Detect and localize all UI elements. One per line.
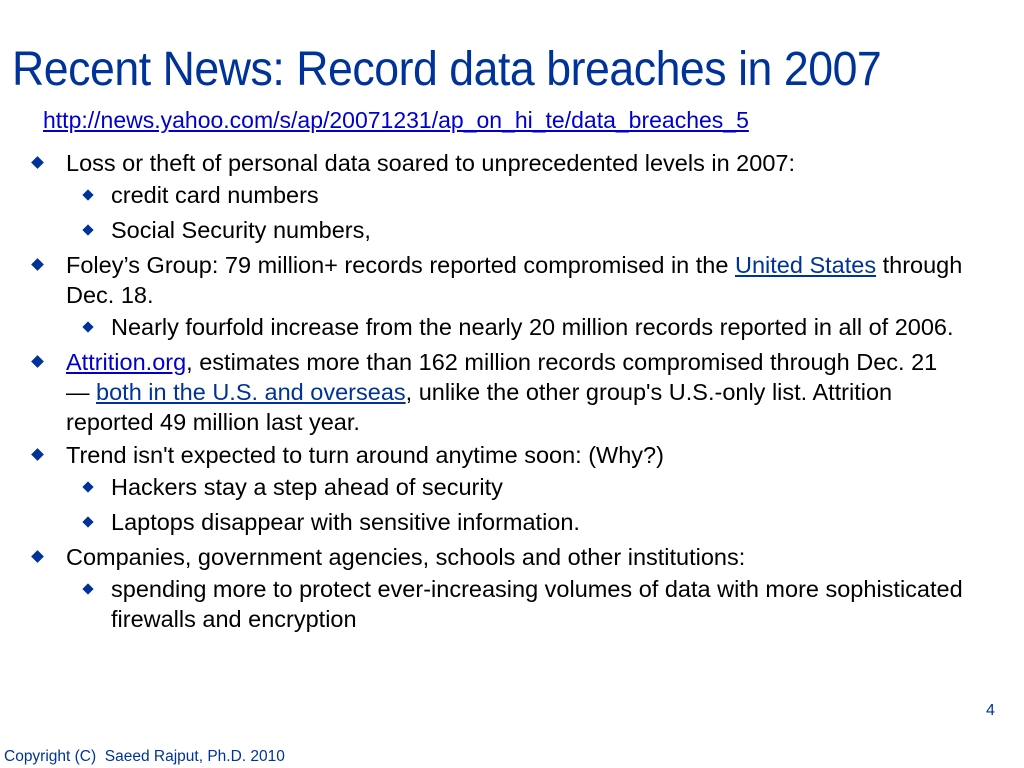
bullet-list <box>0 148 1000 639</box>
attrition-org-link[interactable]: Attrition.org <box>66 349 187 375</box>
sub-bullet-item <box>66 215 981 245</box>
bullet-text-part: , unlike the other group's U.S.-only list. Attrition reported 49 million last year. <box>66 379 893 435</box>
diamond-bullet-icon <box>82 321 93 332</box>
bullet-text-part: , estimates more than 162 million records compromised through Dec. 21 — <box>66 349 938 405</box>
sub-bullet-text: spending more to protect ever-increasing volumes of data with more sophisticated firewalls and encryption <box>111 576 963 632</box>
sub-bullet-item <box>66 312 981 342</box>
source-url-link[interactable]: http://news.yahoo.com/s/ap/20071231/ap_on_hi_te/data_breaches_5 <box>43 107 749 133</box>
sub-bullet-text: Laptops disappear with sensitive information. <box>111 509 580 535</box>
sub-bullet-text: Nearly fourfold increase from the nearly 20 million records reported in all of 2006. <box>111 314 954 340</box>
diamond-bullet-icon <box>31 550 44 563</box>
bullet-item <box>0 542 966 634</box>
bullet-text <box>66 347 966 437</box>
diamond-bullet-icon <box>82 481 93 492</box>
diamond-bullet-icon <box>82 583 93 594</box>
sub-bullet-list <box>66 574 966 634</box>
us-and-overseas-link[interactable]: both in the U.S. and overseas <box>96 379 406 405</box>
page-number: 4 <box>986 702 995 719</box>
bullet-text: Trend isn't expected to turn around anytime soon: (Why?) <box>66 442 664 468</box>
sub-bullet-item <box>66 180 981 210</box>
sub-bullet-list <box>66 312 966 342</box>
slide-title: Recent News: Record data breaches in 2007 <box>12 43 882 96</box>
bullet-text <box>66 250 966 310</box>
copyright-footer: Copyright (C) Saeed Rajput, Ph.D. 2010 <box>4 748 285 765</box>
united-states-link[interactable]: United States <box>734 252 877 278</box>
bullet-item <box>0 347 966 437</box>
bullet-text-part: Foley’s Group: 79 million+ records reported compromised in the <box>66 252 735 278</box>
bullet-item <box>0 250 966 342</box>
sub-bullet-text: Social Security numbers, <box>111 217 371 243</box>
bullet-text: Companies, government agencies, schools and other institutions: <box>66 544 746 570</box>
sub-bullet-item <box>66 574 981 634</box>
bullet-text: Loss or theft of personal data soared to unprecedented levels in 2007: <box>66 150 795 176</box>
sub-bullet-text: credit card numbers <box>111 182 319 208</box>
diamond-bullet-icon <box>31 448 44 461</box>
diamond-bullet-icon <box>31 156 44 169</box>
diamond-bullet-icon <box>82 224 93 235</box>
diamond-bullet-icon <box>82 516 93 527</box>
bullet-item <box>0 440 966 537</box>
sub-bullet-item <box>66 507 981 537</box>
bullet-text-part: through Dec. 18. <box>66 252 963 308</box>
sub-bullet-text: Hackers stay a step ahead of security <box>111 474 503 500</box>
sub-bullet-list <box>66 472 966 537</box>
bullet-item <box>0 148 966 245</box>
diamond-bullet-icon <box>82 189 93 200</box>
diamond-bullet-icon <box>31 355 44 368</box>
diamond-bullet-icon <box>31 258 44 271</box>
sub-bullet-list <box>66 180 966 245</box>
sub-bullet-item <box>66 472 981 502</box>
